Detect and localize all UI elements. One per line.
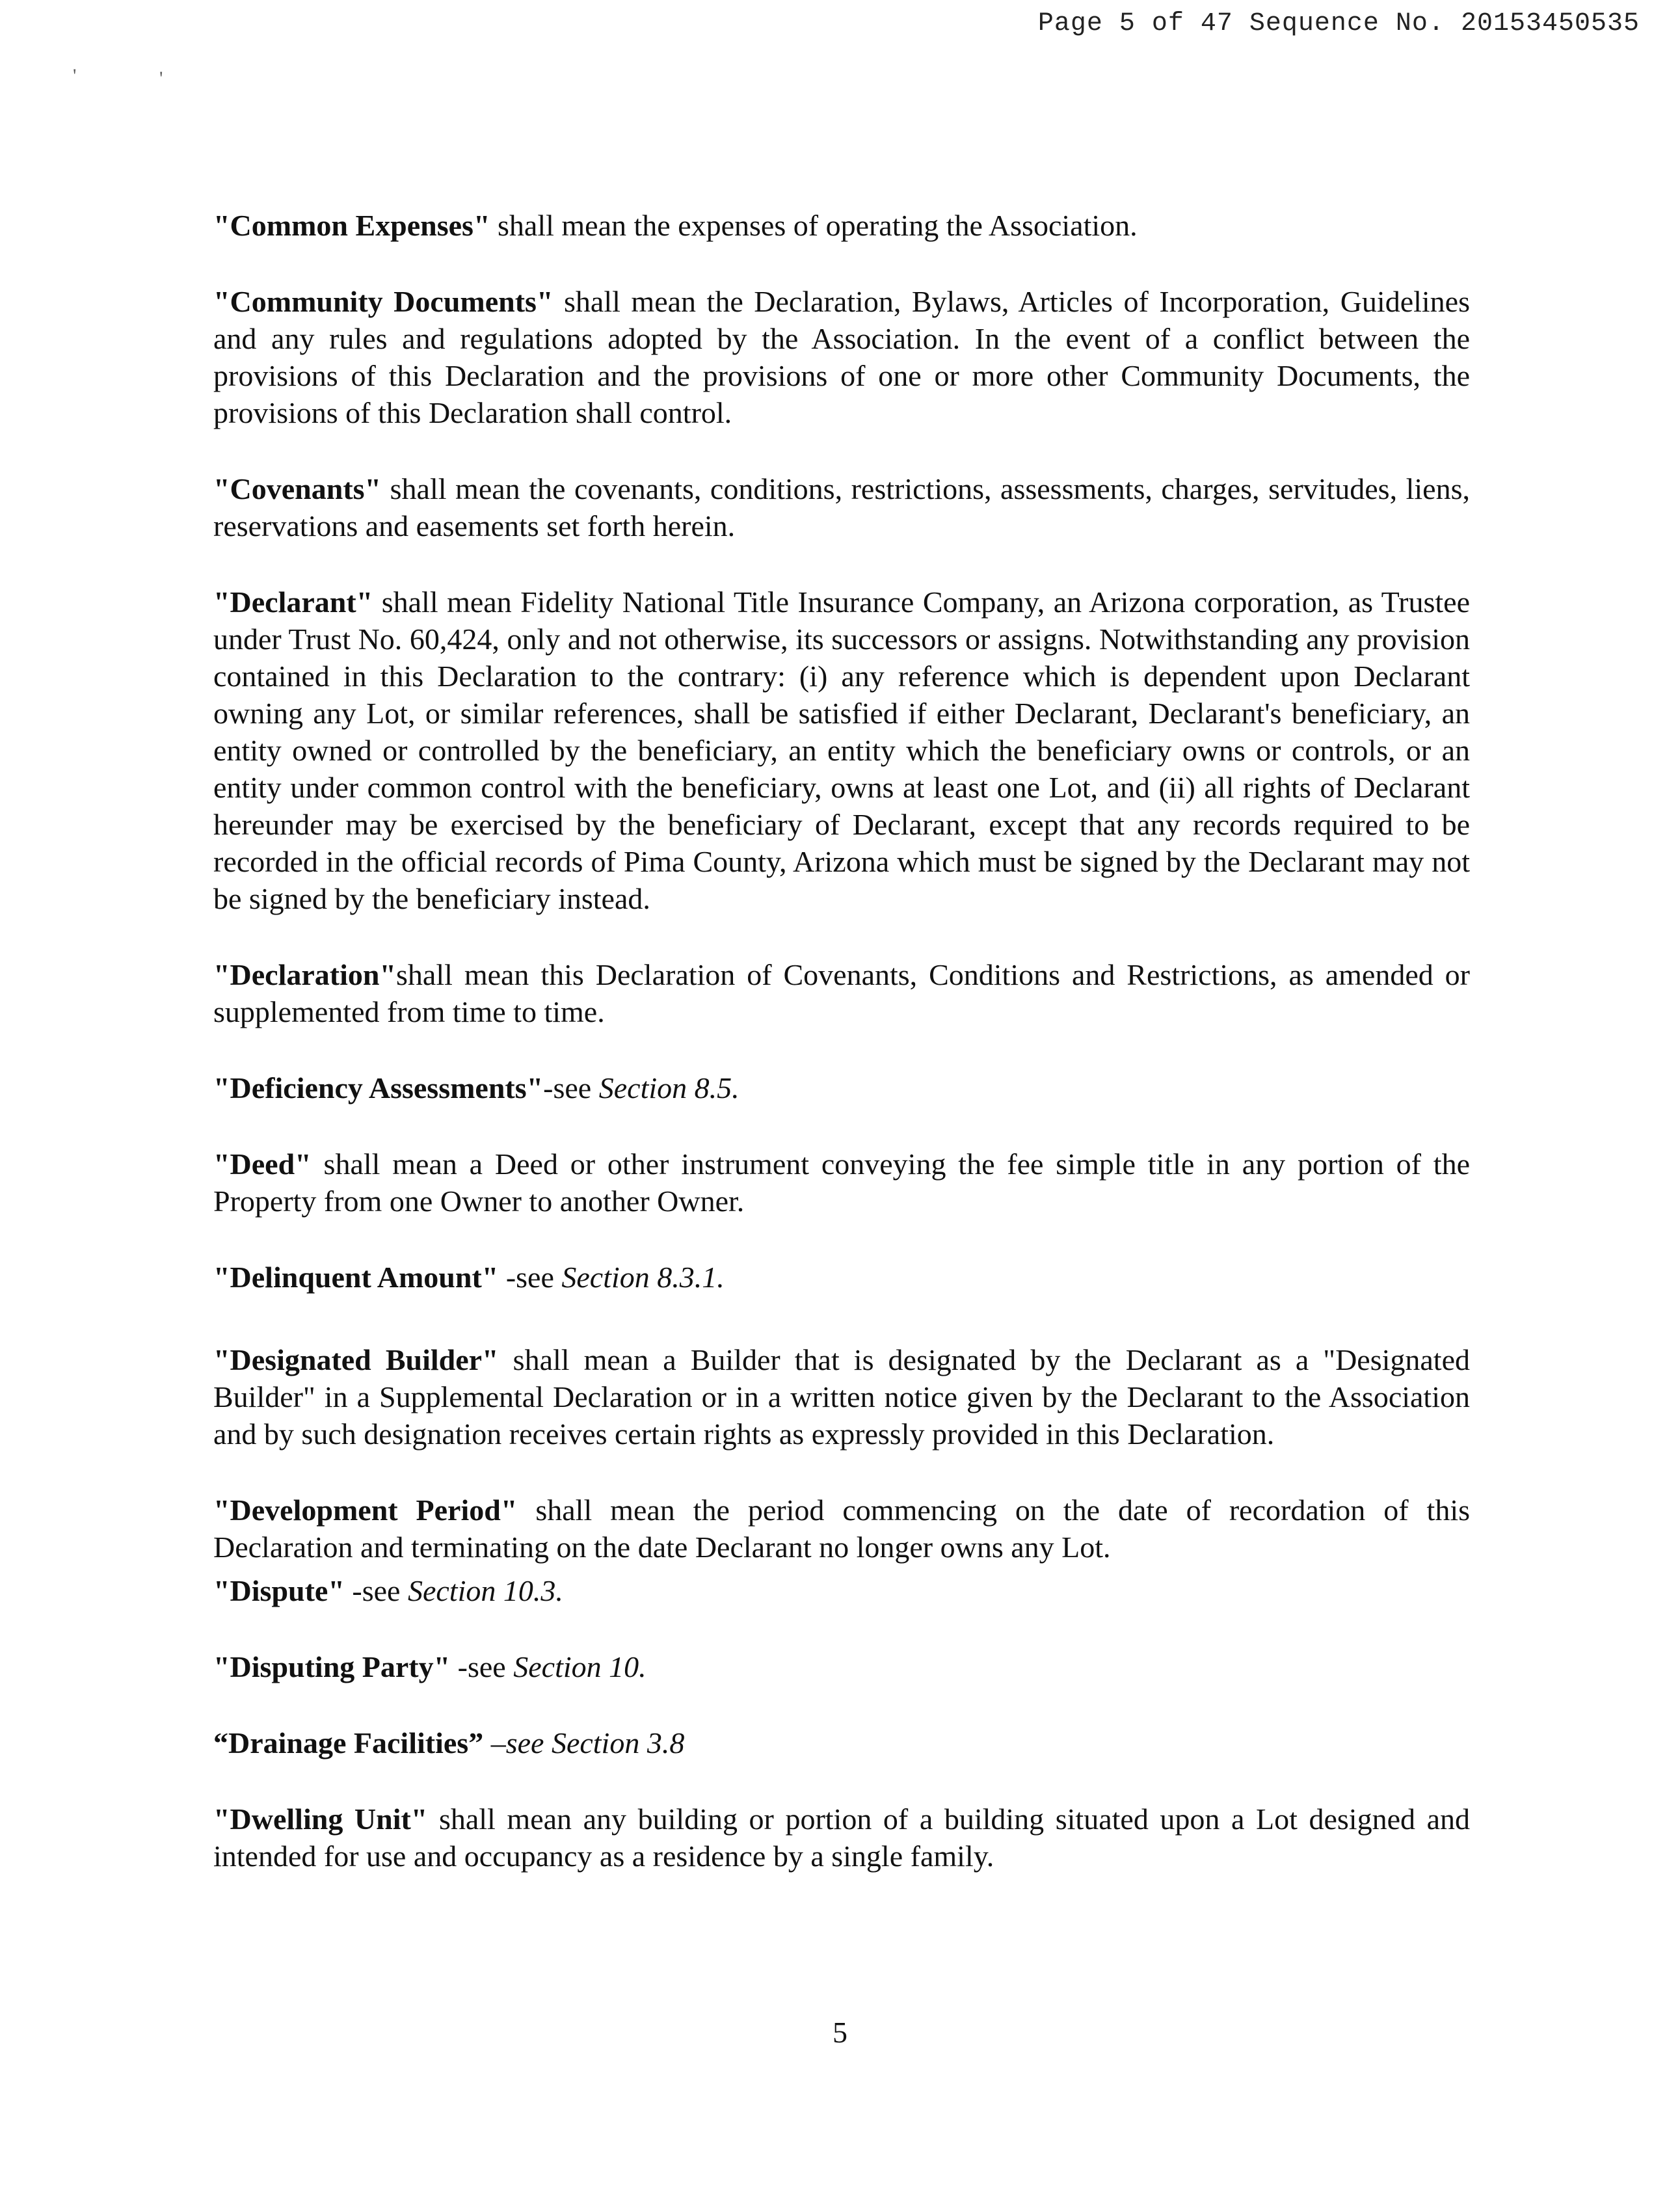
- page-number: 5: [833, 2016, 847, 2049]
- sequence-stamp: Page 5 of 47 Sequence No. 20153450535: [1037, 9, 1640, 38]
- definition-text: shall mean the period commencing on the date of recordation of this Declaration and terminating on the date Declarant no longer owns any Lot.: [213, 1493, 1470, 1564]
- definition-deficiency-assessments: [213, 1069, 1470, 1106]
- definition-text: shall mean a Builder that is designated by the Declarant as a "Designated Builder" in a Supplemental Declaration or in a written notice given by the Declarant to the Association and by such designation receives certain rights as expressly provided in this Declaration.: [213, 1343, 1471, 1451]
- section-reference: Section 8.3.1.: [561, 1261, 725, 1294]
- definition-text: shall mean Fidelity National Title Insurance Company, an Arizona corporation, as Trustee under Trust No. 60,424, only and not otherwise, its successors or assigns. Notwithstanding any provision contained in this Declaration to the contrary: (i) any reference which is dependent upon Declarant owning any Lot, or similar references, shall be satisfied if either Declarant, Declarant's beneficiary, an entity owned or controlled by the beneficiary, an entity which the beneficiary owns or controls, or an entity under common control with the beneficiary, owns at least one Lot, and (ii) all rights of Declarant hereunder may be exercised by the beneficiary of Declarant, except that any records required to be recorded in the official records of Pima County, Arizona which must be signed by the Declarant may not be signed by the beneficiary instead.: [213, 585, 1470, 915]
- definition-community-documents: [213, 283, 1470, 431]
- definition-text: -see: [498, 1261, 562, 1294]
- definition-term: "Community Documents": [213, 285, 553, 318]
- definition-term: "Declaration": [213, 958, 397, 991]
- definition-term: "Dwelling Unit": [213, 1802, 428, 1836]
- definition-text: shall mean the Declaration, Bylaws, Articles of Incorporation, Guidelines and any rules and regulations adopted by the Association. In the event of a conflict between the provisions of this Declaration and the provisions of one or more other Community Documents, the provisions of this Declaration shall control.: [213, 285, 1470, 429]
- definition-term: "Deficiency Assessments": [213, 1071, 544, 1104]
- definition-dispute: [213, 1572, 1470, 1609]
- definition-declaration: [213, 956, 1470, 1030]
- scan-speck: ': [73, 65, 77, 87]
- definition-term: "Covenants": [213, 472, 382, 505]
- definition-text: [483, 1726, 491, 1759]
- definition-text: -see: [543, 1071, 599, 1104]
- definition-term: "Delinquent Amount": [213, 1261, 499, 1294]
- definition-deed: [213, 1145, 1470, 1220]
- definition-text: -see: [450, 1650, 514, 1683]
- definition-term: "Deed": [213, 1147, 312, 1181]
- section-reference: Section 10.: [513, 1650, 647, 1683]
- definition-text: shall mean this Declaration of Covenants, Conditions and Restrictions, as amended or supplemented from time to time.: [213, 958, 1470, 1028]
- definition-text: shall mean the covenants, conditions, restrictions, assessments, charges, servitudes, liens, reservations and easements set forth herein.: [213, 472, 1470, 542]
- definition-term: "Common Expenses": [213, 209, 490, 242]
- definition-disputing-party: [213, 1648, 1470, 1685]
- scan-speck: ': [159, 68, 163, 89]
- definition-term: “Drainage Facilities”: [213, 1726, 484, 1759]
- definition-common-expenses: [213, 207, 1470, 244]
- definition-declarant: [213, 583, 1470, 917]
- section-reference: Section 10.3.: [407, 1574, 563, 1607]
- definition-term: "Development Period": [213, 1493, 518, 1527]
- definition-designated-builder: [213, 1341, 1470, 1452]
- section-reference: Section 8.5.: [598, 1071, 740, 1104]
- definition-text: -see: [344, 1574, 408, 1607]
- definition-term: "Designated Builder": [213, 1343, 499, 1376]
- definition-covenants: [213, 470, 1470, 544]
- definitions-list: [213, 207, 1470, 1914]
- definition-text: shall mean any building or portion of a building situated upon a Lot designed and intended for use and occupancy as a residence by a single family.: [213, 1802, 1470, 1873]
- definition-term: "Dispute": [213, 1574, 345, 1607]
- section-reference: –see Section 3.8: [490, 1726, 685, 1759]
- definition-text: shall mean a Deed or other instrument conveying the fee simple title in any portion of the Property from one Owner to another Owner.: [213, 1147, 1470, 1218]
- definition-delinquent-amount: [213, 1259, 1470, 1296]
- definition-drainage-facilities: [213, 1724, 1470, 1761]
- definition-text: shall mean the expenses of operating the Association.: [490, 209, 1138, 242]
- definition-term: "Disputing Party": [213, 1650, 451, 1683]
- definition-development-period: [213, 1491, 1470, 1566]
- definition-dwelling-unit: [213, 1800, 1470, 1875]
- definition-term: "Declarant": [213, 585, 373, 619]
